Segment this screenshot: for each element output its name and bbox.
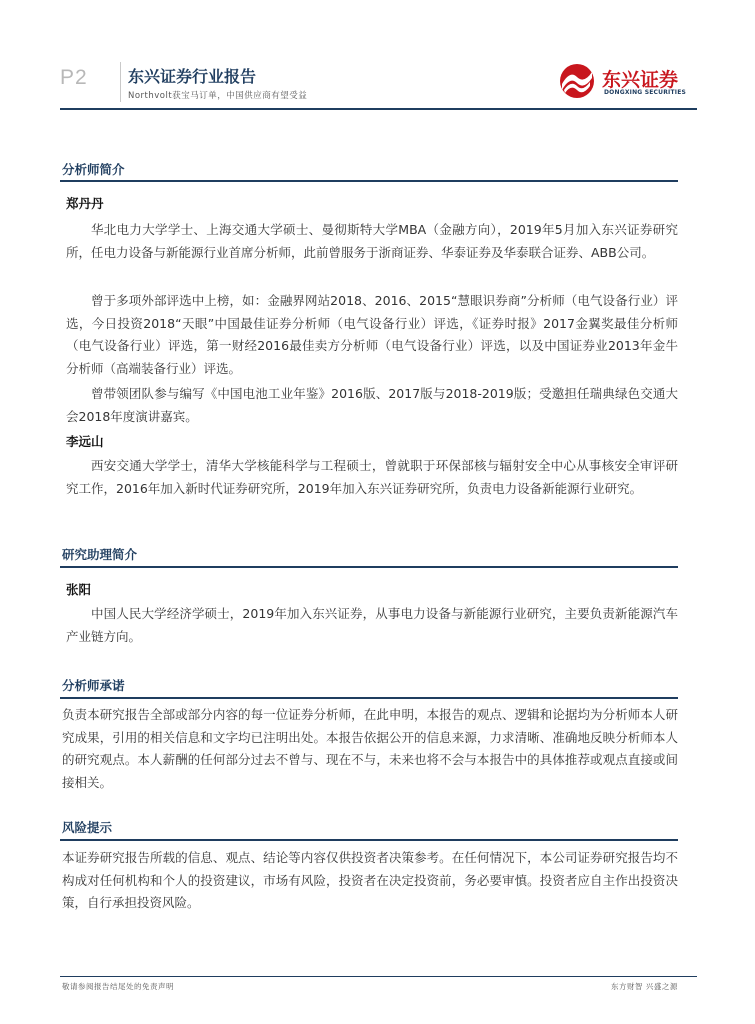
logo-name-cn: 东兴证券 — [602, 69, 679, 91]
footer-slogan: 东方财智 兴盛之源 — [611, 982, 678, 991]
footer-disclaimer-note: 敬请参阅报告结尾处的免责声明 — [62, 982, 174, 991]
footer-rule — [60, 976, 697, 977]
section-heading-assistants: 研究助理简介 — [62, 547, 138, 562]
page-number: P2 — [60, 66, 88, 89]
commitment-paragraph: 负责本研究报告全部或部分内容的每一位证券分析师，在此申明，本报告的观点、逻辑和论据均为分析师本人研究成果，引用的相关信息和文字均已注明出处。本报告依据公开的信息来源，力求清晰、准确地反映分析师本人的研究观点。本人薪酬的任何部分过去不曾与、现在不与，未来也将不会与本报告中的具体推荐或观点直接或间接相关。 — [62, 707, 678, 790]
section-rule — [60, 566, 678, 568]
analyst-name: 李远山 — [66, 434, 104, 449]
section-rule — [60, 839, 678, 841]
header-rule — [60, 108, 697, 110]
assistant-bio-paragraph: 中国人民大学经济学硕士，2019年加入东兴证券，从事电力设备与新能源行业研究，主要负责新能源汽车产业链方向。 — [66, 606, 678, 644]
section-rule — [60, 697, 678, 699]
report-title: 东兴证券行业报告 — [128, 67, 257, 86]
analyst-name: 郑丹丹 — [66, 196, 104, 211]
analyst-bio-paragraph: 华北电力大学学士、上海交通大学硕士、曼彻斯特大学MBA（金融方向），2019年5月加入东兴证券研究所，任电力设备与新能源行业首席分析师，此前曾服务于浙商证券、华泰证券及华泰联合证券、ABB公司。 — [66, 222, 678, 260]
section-heading-analysts: 分析师简介 — [62, 162, 125, 177]
report-subtitle: Northvolt获宝马订单，中国供应商有望受益 — [128, 91, 308, 101]
header-divider — [120, 62, 121, 102]
analyst-bio-paragraph: 曾带领团队参与编写《中国电池工业年鉴》2016版、2017版与2018-2019版；受邀担任瑞典绿色交通大会2018年度演讲嘉宾。 — [66, 386, 678, 424]
analyst-bio-paragraph: 西安交通大学学士，清华大学核能科学与工程硕士，曾就职于环保部核与辐射安全中心从事核安全审评研究工作，2016年加入新时代证券研究所，2019年加入东兴证券研究所，负责电力设备新能源行业研究。 — [66, 458, 678, 496]
assistant-name: 张阳 — [66, 582, 92, 597]
section-heading-commitment: 分析师承诺 — [62, 678, 125, 693]
section-heading-risk: 风险提示 — [62, 820, 113, 835]
section-rule — [60, 180, 678, 182]
analyst-bio-paragraph: 曾于多项外部评选中上榜，如：金融界网站2018、2016、2015“慧眼识券商”分析师（电气设备行业）评选，今日投资2018“天眼”中国最佳证券分析师（电气设备行业）评选，《证券时报》2017金翼奖最佳分析师（电气设备行业）评选，第一财经2016最佳卖方分析师（电气设备行业）评选，以及中国证券业2013年金牛分析师（高端装备行业）评选。 — [66, 293, 678, 376]
risk-paragraph: 本证券研究报告所载的信息、观点、结论等内容仅供投资者决策参考。在任何情况下，本公司证券研究报告均不构成对任何机构和个人的投资建议，市场有风险，投资者在决定投资前，务必要审慎。投资者应自主作出投资决策，自行承担投资风险。 — [62, 850, 678, 910]
logo-name-en: DONGXING SECURITIES — [604, 89, 687, 96]
